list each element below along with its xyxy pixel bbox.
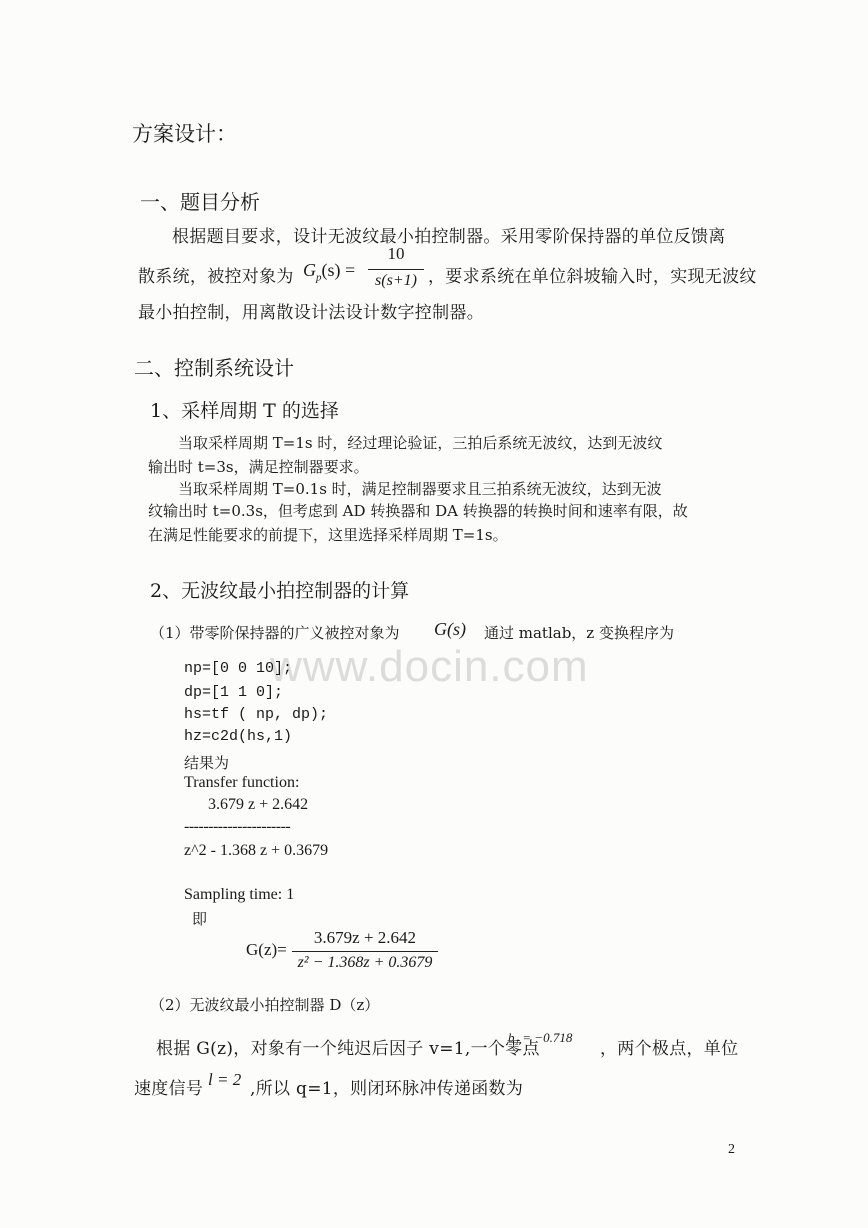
paragraph-line: ，两个极点，单位 bbox=[600, 1039, 739, 1059]
paragraph-line: 当取采样周期 T=0.1s 时，满足控制器要求且三拍系统无波纹，达到无波 bbox=[178, 480, 662, 498]
subsection-heading-2: 2、无波纹最小拍控制器的计算 bbox=[150, 580, 410, 602]
paragraph-line: 根据题目要求，设计无波纹最小拍控制器。采用零阶保持器的单位反馈离 bbox=[172, 227, 726, 247]
fraction-bar bbox=[292, 951, 438, 952]
paragraph-line: 当取采样周期 T=1s 时，经过理论验证，三拍后系统无波纹，达到无波纹 bbox=[178, 434, 663, 452]
paragraph-line: 在满足性能要求的前提下，这里选择采样周期 T=1s。 bbox=[148, 526, 508, 544]
code-line: hz=c2d(hs,1) bbox=[184, 728, 293, 745]
formula-gp-numerator: 10 bbox=[387, 244, 405, 263]
paragraph-line: 输出时 t=3s，满足控制器要求。 bbox=[148, 458, 369, 476]
paragraph-line: ，要求系统在单位斜坡输入时，实现无波纹 bbox=[428, 267, 757, 287]
section-heading-1: 一、题目分析 bbox=[140, 190, 260, 214]
paragraph-line: 纹输出时 t=0.3s，但考虑到 AD 转换器和 DA 转换器的转换时间和速率有限，故 bbox=[148, 502, 688, 520]
code-line: dp=[1 1 0]; bbox=[184, 684, 284, 701]
formula-gp-lhs: $G_p(s)$ = bbox=[303, 260, 356, 284]
formula-l: l = 2 bbox=[208, 1070, 242, 1089]
paragraph-line: 速度信号 bbox=[134, 1079, 204, 1099]
item-1-text: （1）带零阶保持器的广义被控对象为 bbox=[150, 624, 400, 642]
formula-gs: G(s) bbox=[434, 619, 466, 639]
formula-gz-denominator: z² − 1.368z + 0.3679 bbox=[297, 954, 433, 971]
tf-denominator: z^2 - 1.368 z + 0.3679 bbox=[184, 842, 329, 859]
formula-zero: b₁ = −0.718 bbox=[508, 1030, 573, 1045]
ji-label: 即 bbox=[192, 910, 208, 928]
tf-label: Transfer function: bbox=[184, 774, 300, 791]
section-heading-2: 二、控制系统设计 bbox=[134, 356, 294, 380]
paragraph-line: 最小拍控制，用离散设计法设计数字控制器。 bbox=[138, 303, 484, 323]
formula-gz-numerator: 3.679z + 2.642 bbox=[313, 928, 417, 947]
sampling-time: Sampling time: 1 bbox=[184, 886, 295, 903]
tf-divider: ---------------------- bbox=[184, 818, 291, 835]
code-line: np=[0 0 10]; bbox=[184, 660, 293, 677]
code-line: hs=tf ( np, dp); bbox=[184, 706, 329, 723]
item-1-text: 通过 matlab，z 变换程序为 bbox=[484, 624, 674, 642]
paragraph-line: 根据 G(z)，对象有一个纯迟后因子 v=1,一个零点 bbox=[156, 1039, 540, 1059]
paragraph-line: ,所以 q=1，则闭环脉冲传递函数为 bbox=[250, 1079, 524, 1099]
subsection-heading-1: 1、采样周期 T 的选择 bbox=[150, 400, 339, 422]
item-2-heading: （2）无波纹最小拍控制器 D（z） bbox=[150, 996, 380, 1014]
page-number: 2 bbox=[728, 1142, 735, 1157]
formula-gp-denominator: s(s+1) bbox=[375, 272, 417, 289]
watermark: www.docin.com bbox=[270, 642, 589, 691]
formula-gz-lhs: G(z)= bbox=[246, 940, 287, 959]
result-label: 结果为 bbox=[184, 754, 230, 772]
tf-numerator: 3.679 z + 2.642 bbox=[208, 796, 309, 813]
page-title: 方案设计： bbox=[132, 122, 237, 146]
fraction-bar bbox=[368, 269, 424, 270]
paragraph-line: 散系统，被控对象为 bbox=[138, 267, 294, 287]
